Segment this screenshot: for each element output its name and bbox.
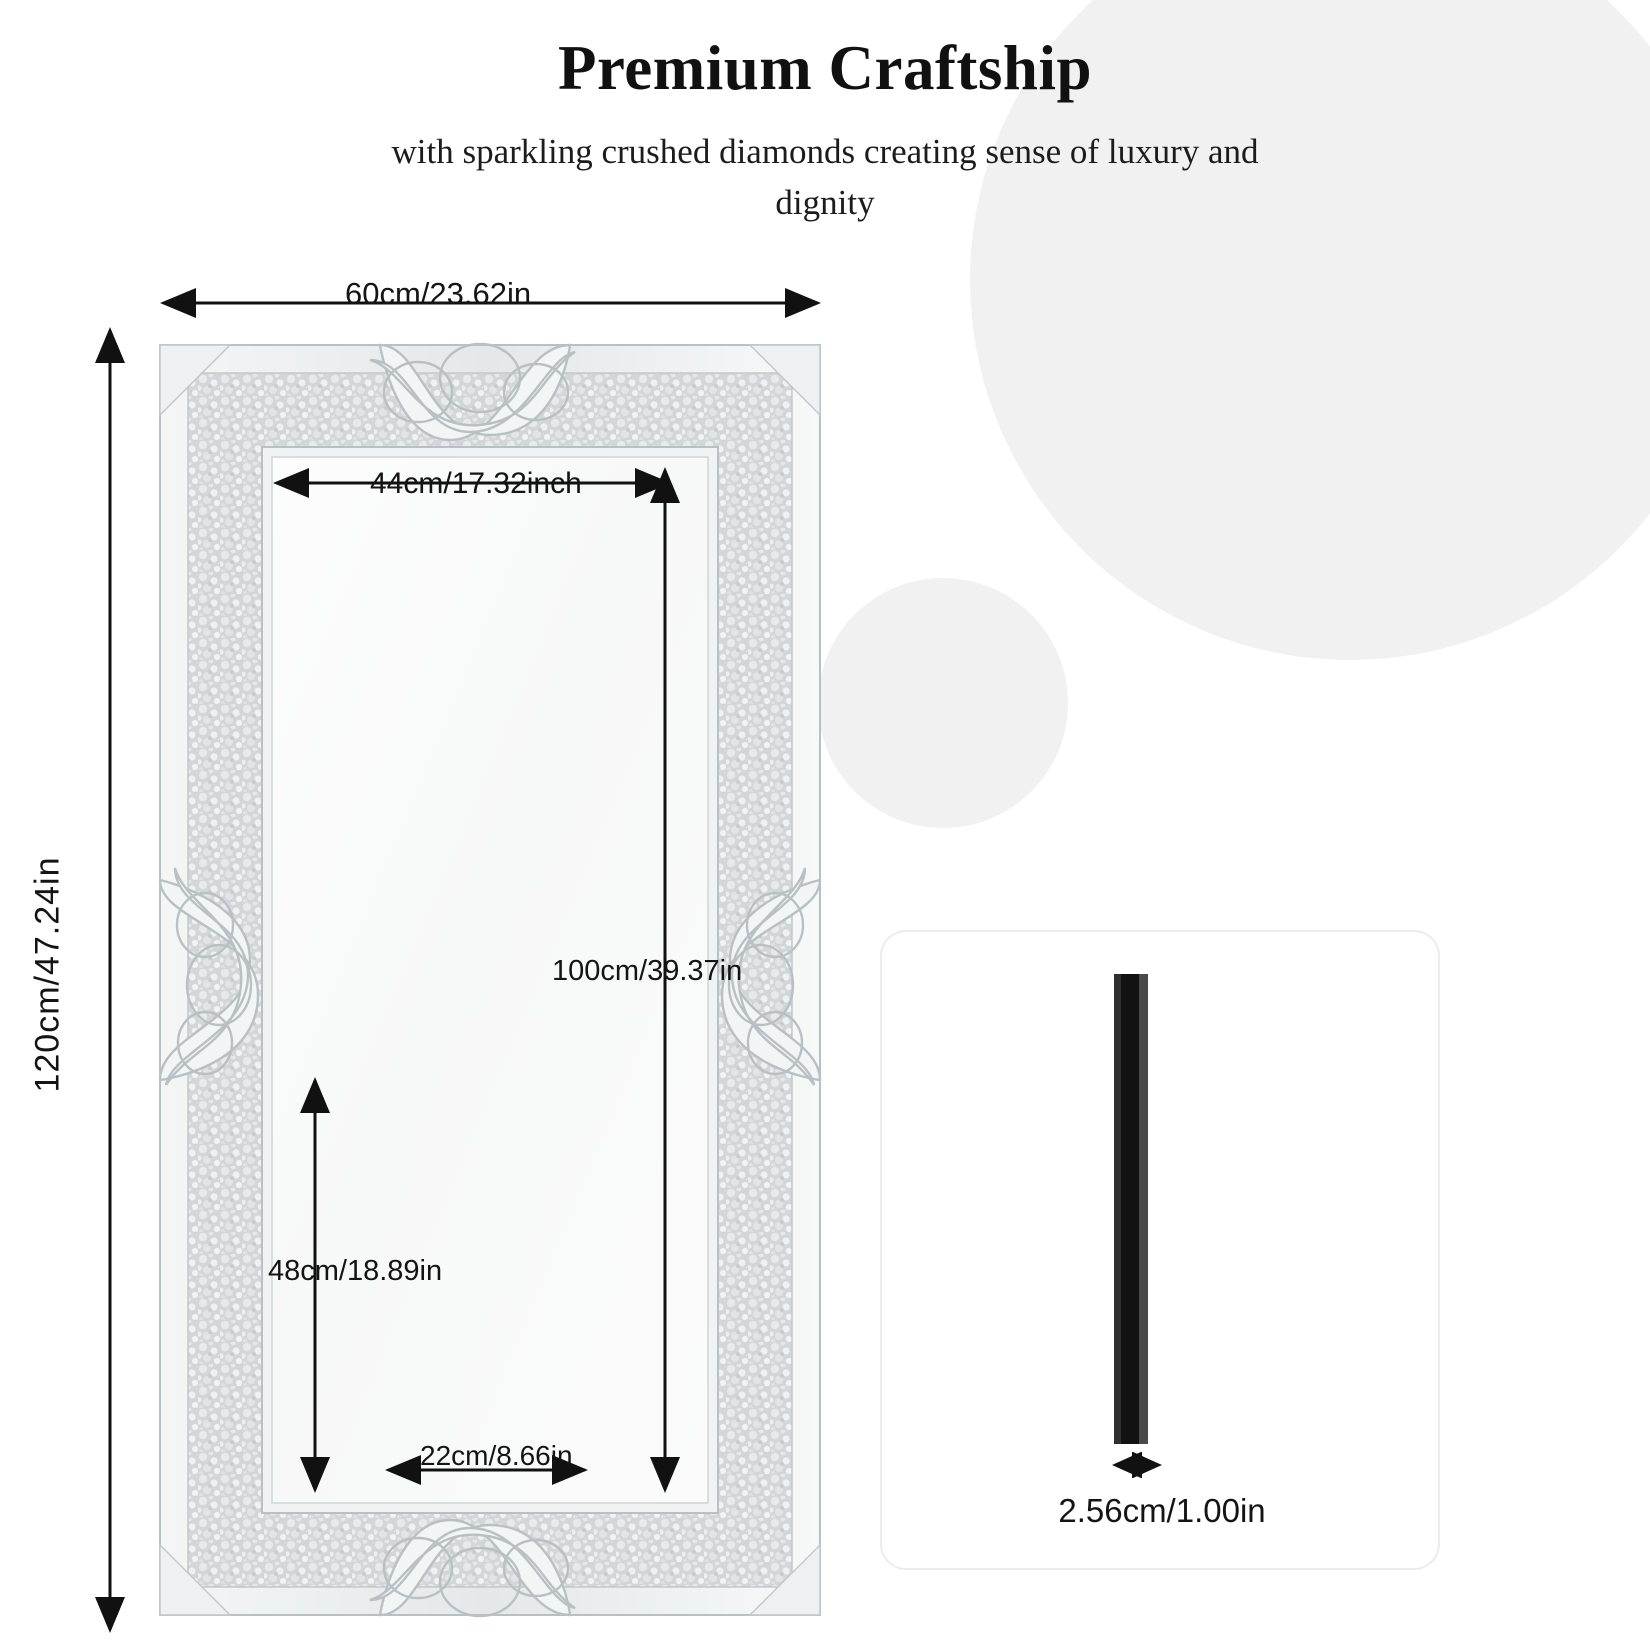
dimension-label-knot-width: 22cm/8.66in (420, 1440, 573, 1471)
mirror-edge-profile (1114, 974, 1148, 1444)
dimension-label-knot-height: 48cm/18.89in (268, 1255, 443, 1287)
page-subtitle: with sparkling crushed diamonds creating sense of luxury and dignity (391, 132, 1259, 222)
page-title: Premium Craftship (557, 33, 1093, 103)
header (0, 0, 1650, 229)
thickness-arrow (1087, 1452, 1177, 1478)
dimension-label-inner-width: 44cm/17.32inch (370, 467, 582, 500)
thickness-label: 2.56cm/1.00in (1058, 1492, 1266, 1529)
thickness-detail-card (880, 930, 1440, 1570)
dimension-label-outer-width: 60cm/23.62in (345, 276, 532, 311)
dimension-label-outer-height: 120cm/47.24in (28, 856, 67, 1093)
dimension-label-inner-height: 100cm/39.37in (552, 955, 743, 987)
